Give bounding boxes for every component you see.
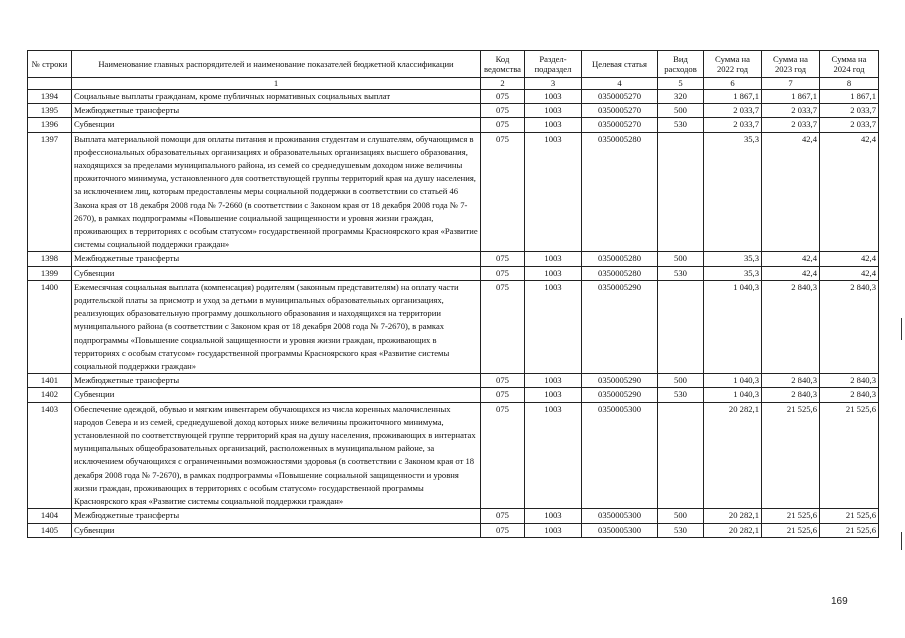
row-section: 1003	[525, 374, 582, 388]
row-sum-2024: 2 033,7	[820, 118, 879, 132]
row-sum-2022: 2 033,7	[704, 104, 762, 118]
row-name: Ежемесячная социальная выплата (компенсация) родителям (законным представителям) на оплату части родительской платы за присмотр и уход за детьми в муниципальных образовательных организациях, реализующих образовательную программу дошкольного образования и находящихся на территории муниципального района (в соответствии с Законом края от 18 декабря 2008 года № 7-2670), в рамках подпрограммы «Повышение социальной защищенности и уровня жизни граждан, проживающих в территориях с особым статусом» государственной программы Красноярского края «Развитие системы социальной поддержки граждан»	[72, 280, 481, 373]
row-sum-2023: 1 867,1	[762, 90, 820, 104]
row-expense-type: 500	[658, 104, 704, 118]
row-number: 1396	[28, 118, 72, 132]
row-dept-code: 075	[481, 402, 525, 509]
row-expense-type: 500	[658, 374, 704, 388]
column-number-row	[28, 78, 879, 90]
row-name: Субвенции	[72, 266, 481, 280]
row-sum-2024: 42,4	[820, 266, 879, 280]
row-expense-type	[658, 132, 704, 252]
row-name: Субвенции	[72, 523, 481, 537]
column-number: 8	[820, 78, 879, 90]
row-sum-2022: 20 282,1	[704, 402, 762, 509]
row-sum-2024: 2 033,7	[820, 104, 879, 118]
column-number: 6	[704, 78, 762, 90]
row-sum-2023: 2 840,3	[762, 388, 820, 402]
row-section: 1003	[525, 509, 582, 523]
header-section: Раздел-подраздел	[525, 51, 582, 78]
row-sum-2023: 42,4	[762, 266, 820, 280]
row-section: 1003	[525, 104, 582, 118]
header-target: Целевая статья	[582, 51, 658, 78]
row-sum-2022: 1 040,3	[704, 388, 762, 402]
table-row	[28, 374, 879, 388]
header-sum-2023: Сумма на 2023 год	[762, 51, 820, 78]
table-row	[28, 104, 879, 118]
row-target: 0350005290	[582, 280, 658, 373]
row-section: 1003	[525, 90, 582, 104]
row-target: 0350005270	[582, 90, 658, 104]
row-dept-code: 075	[481, 266, 525, 280]
row-target: 0350005290	[582, 388, 658, 402]
row-sum-2023: 21 525,6	[762, 523, 820, 537]
row-name: Межбюджетные трансферты	[72, 509, 481, 523]
row-sum-2023: 2 033,7	[762, 118, 820, 132]
row-number: 1394	[28, 90, 72, 104]
row-sum-2024: 2 840,3	[820, 280, 879, 373]
row-sum-2024: 21 525,6	[820, 523, 879, 537]
row-target: 0350005280	[582, 252, 658, 266]
row-sum-2022: 1 867,1	[704, 90, 762, 104]
row-target: 0350005300	[582, 509, 658, 523]
row-expense-type: 530	[658, 523, 704, 537]
row-name: Выплата материальной помощи для оплаты питания и проживания студентам и слушателям, обучающимся в профессиональных образовательных организациях и образовательных организациях высшего образования, находящихся за пределами муниципального района, из семей со среднедушевым доходом ниже величины прожиточного минимума, установленного для соответствующей группы территорий края на душу населения, за исключением лиц, которым предоставлены меры социальной поддержки в соответствии со статьей 46 Закона края от 18 декабря 2008 года № 7-2660 (в соответствии с Законом края от 18 декабря 2008 года № 7-2670), в рамках подпрограммы «Повышение социальной защищенности и уровня жизни граждан, проживающих в территориях с особым статусом» государственной программы Красноярского края «Развитие системы социальной поддержки граждан»	[72, 132, 481, 252]
header-expense-type: Вид расходов	[658, 51, 704, 78]
row-sum-2022: 2 033,7	[704, 118, 762, 132]
row-expense-type: 500	[658, 509, 704, 523]
row-expense-type	[658, 402, 704, 509]
header-dept-code: Код ведомства	[481, 51, 525, 78]
row-dept-code: 075	[481, 118, 525, 132]
row-section: 1003	[525, 523, 582, 537]
row-number: 1404	[28, 509, 72, 523]
row-name: Межбюджетные трансферты	[72, 374, 481, 388]
row-sum-2022: 35,3	[704, 252, 762, 266]
page-number: 169	[831, 596, 848, 607]
column-number: 3	[525, 78, 582, 90]
table-row	[28, 132, 879, 252]
scan-edge-mark	[901, 532, 902, 550]
column-number: 2	[481, 78, 525, 90]
row-dept-code: 075	[481, 509, 525, 523]
row-dept-code: 075	[481, 132, 525, 252]
row-dept-code: 075	[481, 374, 525, 388]
row-dept-code: 075	[481, 388, 525, 402]
row-number: 1397	[28, 132, 72, 252]
row-sum-2023: 42,4	[762, 252, 820, 266]
row-sum-2023: 42,4	[762, 132, 820, 252]
row-target: 0350005300	[582, 523, 658, 537]
row-sum-2024: 2 840,3	[820, 374, 879, 388]
row-target: 0350005270	[582, 104, 658, 118]
column-number: 7	[762, 78, 820, 90]
table-row	[28, 280, 879, 373]
row-section: 1003	[525, 280, 582, 373]
header-sum-2024: Сумма на 2024 год	[820, 51, 879, 78]
row-sum-2023: 21 525,6	[762, 402, 820, 509]
row-number: 1398	[28, 252, 72, 266]
row-section: 1003	[525, 266, 582, 280]
row-sum-2023: 2 840,3	[762, 280, 820, 373]
row-dept-code: 075	[481, 252, 525, 266]
header-row-no: № строки	[28, 51, 72, 78]
row-sum-2024: 21 525,6	[820, 402, 879, 509]
row-section: 1003	[525, 118, 582, 132]
table-body	[28, 90, 879, 538]
budget-table	[27, 50, 879, 538]
row-expense-type: 530	[658, 266, 704, 280]
row-name: Социальные выплаты гражданам, кроме публичных нормативных социальных выплат	[72, 90, 481, 104]
row-section: 1003	[525, 388, 582, 402]
row-expense-type: 320	[658, 90, 704, 104]
row-section: 1003	[525, 132, 582, 252]
row-number: 1405	[28, 523, 72, 537]
row-sum-2024: 42,4	[820, 252, 879, 266]
row-target: 0350005270	[582, 118, 658, 132]
row-sum-2023: 2 840,3	[762, 374, 820, 388]
row-sum-2022: 1 040,3	[704, 280, 762, 373]
row-name: Субвенции	[72, 118, 481, 132]
header-sum-2022: Сумма на 2022 год	[704, 51, 762, 78]
column-number: 4	[582, 78, 658, 90]
row-section: 1003	[525, 402, 582, 509]
table-row	[28, 523, 879, 537]
row-target: 0350005300	[582, 402, 658, 509]
row-section: 1003	[525, 252, 582, 266]
row-name: Субвенции	[72, 388, 481, 402]
row-dept-code: 075	[481, 280, 525, 373]
column-number	[28, 78, 72, 90]
table-row	[28, 118, 879, 132]
table-row	[28, 90, 879, 104]
row-dept-code: 075	[481, 104, 525, 118]
row-number: 1402	[28, 388, 72, 402]
row-sum-2022: 20 282,1	[704, 509, 762, 523]
row-sum-2022: 35,3	[704, 266, 762, 280]
row-sum-2022: 35,3	[704, 132, 762, 252]
table-row	[28, 509, 879, 523]
row-sum-2023: 2 033,7	[762, 104, 820, 118]
row-sum-2022: 20 282,1	[704, 523, 762, 537]
table-row	[28, 388, 879, 402]
row-number: 1399	[28, 266, 72, 280]
scan-edge-mark	[901, 318, 902, 340]
table-header-row	[28, 51, 879, 78]
row-sum-2022: 1 040,3	[704, 374, 762, 388]
row-number: 1400	[28, 280, 72, 373]
row-sum-2024: 2 840,3	[820, 388, 879, 402]
row-sum-2024: 42,4	[820, 132, 879, 252]
row-target: 0350005290	[582, 374, 658, 388]
column-number: 1	[72, 78, 481, 90]
row-expense-type: 530	[658, 118, 704, 132]
row-dept-code: 075	[481, 90, 525, 104]
row-target: 0350005280	[582, 266, 658, 280]
row-sum-2024: 1 867,1	[820, 90, 879, 104]
row-name: Обеспечение одеждой, обувью и мягким инвентарем обучающихся из числа коренных малочисленных народов Севера и из семей, среднедушевой доход которых ниже величины прожиточного минимума, установленной по соответствующей группе территорий края на душу населения, проживающих в интернатах муниципальных общеобразовательных организаций, расположенных в муниципальном районе, за исключением обучающихся с ограниченными возможностями здоровья (в соответствии с Законом края от 18 декабря 2008 года № 7-2670), в рамках подпрограммы «Повышение социальной защищенности и уровня жизни граждан, проживающих в территориях с особым статусом» государственной программы Красноярского края «Развитие системы социальной поддержки граждан»	[72, 402, 481, 509]
row-name: Межбюджетные трансферты	[72, 252, 481, 266]
row-expense-type	[658, 280, 704, 373]
table-row	[28, 402, 879, 509]
row-target: 0350005280	[582, 132, 658, 252]
row-expense-type: 500	[658, 252, 704, 266]
header-name: Наименование главных распорядителей и наименование показателей бюджетной классификации	[72, 51, 481, 78]
row-number: 1395	[28, 104, 72, 118]
table-row	[28, 252, 879, 266]
row-sum-2023: 21 525,6	[762, 509, 820, 523]
row-dept-code: 075	[481, 523, 525, 537]
row-number: 1403	[28, 402, 72, 509]
column-number: 5	[658, 78, 704, 90]
table-row	[28, 266, 879, 280]
row-sum-2024: 21 525,6	[820, 509, 879, 523]
row-expense-type: 530	[658, 388, 704, 402]
row-number: 1401	[28, 374, 72, 388]
row-name: Межбюджетные трансферты	[72, 104, 481, 118]
